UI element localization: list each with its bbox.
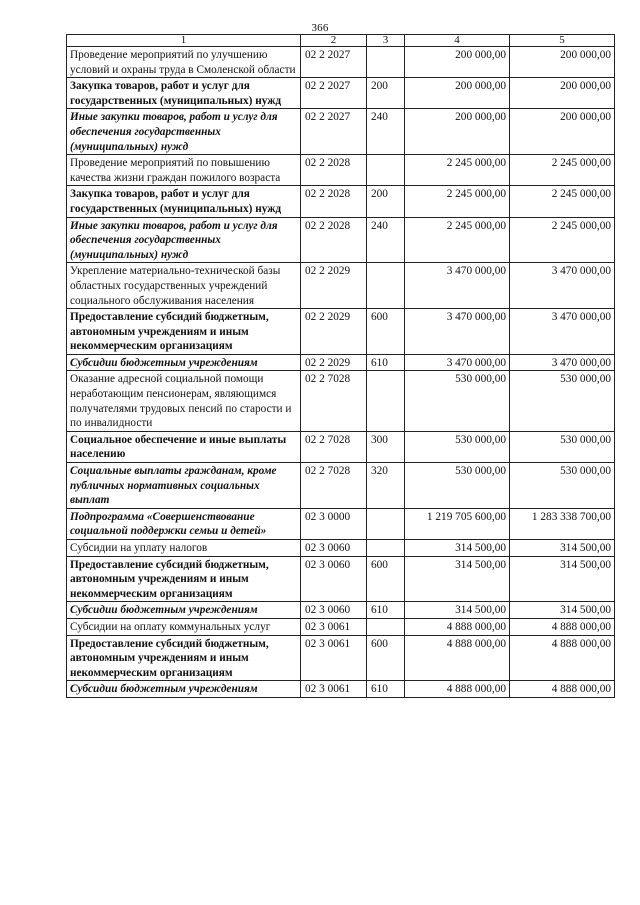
row-type-cell: 600 <box>367 309 405 355</box>
row-amount-total-cell: 2 245 000,00 <box>510 186 615 217</box>
row-amount-total-cell: 4 888 000,00 <box>510 635 615 681</box>
table-row <box>67 556 615 602</box>
table-row <box>67 463 615 509</box>
table-row <box>67 186 615 217</box>
table-row <box>67 540 615 557</box>
row-code-cell: 02 3 0000 <box>301 508 367 539</box>
table-body <box>67 47 615 698</box>
row-type-cell <box>367 371 405 431</box>
table-row <box>67 217 615 263</box>
row-amount-plan-cell: 4 888 000,00 <box>405 635 510 681</box>
row-name-cell: Субсидии бюджетным учреждениям <box>67 354 301 371</box>
row-amount-plan-cell: 200 000,00 <box>405 47 510 78</box>
row-amount-plan-cell: 530 000,00 <box>405 463 510 509</box>
row-amount-total-cell: 530 000,00 <box>510 463 615 509</box>
row-amount-plan-cell: 4 888 000,00 <box>405 618 510 635</box>
row-amount-total-cell: 530 000,00 <box>510 431 615 462</box>
row-code-cell: 02 3 0061 <box>301 618 367 635</box>
column-header-4: 4 <box>405 35 510 47</box>
row-name-cell: Субсидии на оплату коммунальных услуг <box>67 618 301 635</box>
row-name-cell: Иные закупки товаров, работ и услуг для обеспечения государственных (муниципальных) нужд <box>67 217 301 263</box>
row-amount-total-cell: 200 000,00 <box>510 109 615 155</box>
row-type-cell <box>367 508 405 539</box>
row-code-cell: 02 3 0060 <box>301 602 367 619</box>
row-amount-total-cell: 4 888 000,00 <box>510 681 615 698</box>
row-code-cell: 02 3 0061 <box>301 635 367 681</box>
row-name-cell: Закупка товаров, работ и услуг для государственных (муниципальных) нужд <box>67 186 301 217</box>
row-code-cell: 02 2 7028 <box>301 371 367 431</box>
row-name-cell: Проведение мероприятий по улучшению условий и охраны труда в Смоленской области <box>67 47 301 78</box>
table-row <box>67 508 615 539</box>
row-amount-total-cell: 1 283 338 700,00 <box>510 508 615 539</box>
table-row <box>67 602 615 619</box>
row-amount-total-cell: 2 245 000,00 <box>510 217 615 263</box>
row-amount-plan-cell: 200 000,00 <box>405 78 510 109</box>
table-row <box>67 263 615 309</box>
row-name-cell: Субсидии на уплату налогов <box>67 540 301 557</box>
row-type-cell: 610 <box>367 681 405 698</box>
row-amount-plan-cell: 2 245 000,00 <box>405 155 510 186</box>
table-row <box>67 635 615 681</box>
row-amount-plan-cell: 3 470 000,00 <box>405 354 510 371</box>
table-row <box>67 47 615 78</box>
row-name-cell: Закупка товаров, работ и услуг для государственных (муниципальных) нужд <box>67 78 301 109</box>
page-number: 366 <box>311 22 329 34</box>
row-amount-plan-cell: 200 000,00 <box>405 109 510 155</box>
row-type-cell <box>367 540 405 557</box>
row-amount-plan-cell: 314 500,00 <box>405 540 510 557</box>
row-type-cell <box>367 263 405 309</box>
row-amount-total-cell: 314 500,00 <box>510 540 615 557</box>
row-amount-plan-cell: 314 500,00 <box>405 556 510 602</box>
row-amount-total-cell: 200 000,00 <box>510 78 615 109</box>
row-code-cell: 02 3 0060 <box>301 540 367 557</box>
row-name-cell: Иные закупки товаров, работ и услуг для обеспечения государственных (муниципальных) нужд <box>67 109 301 155</box>
row-name-cell: Укрепление материально-технической базы областных государственных учреждений социального обслуживания населения <box>67 263 301 309</box>
table-row <box>67 371 615 431</box>
row-code-cell: 02 2 7028 <box>301 463 367 509</box>
row-code-cell: 02 2 2027 <box>301 109 367 155</box>
row-type-cell: 320 <box>367 463 405 509</box>
row-amount-total-cell: 314 500,00 <box>510 602 615 619</box>
row-amount-plan-cell: 530 000,00 <box>405 371 510 431</box>
row-type-cell <box>367 155 405 186</box>
row-type-cell: 600 <box>367 635 405 681</box>
row-name-cell: Предоставление субсидий бюджетным, автономным учреждениям и иным некоммерческим организациям <box>67 309 301 355</box>
table-row <box>67 109 615 155</box>
row-amount-total-cell: 2 245 000,00 <box>510 155 615 186</box>
column-header-2: 2 <box>301 35 367 47</box>
row-type-cell: 610 <box>367 354 405 371</box>
row-code-cell: 02 2 2029 <box>301 263 367 309</box>
row-code-cell: 02 2 7028 <box>301 431 367 462</box>
table-row <box>67 431 615 462</box>
row-amount-total-cell: 200 000,00 <box>510 47 615 78</box>
row-type-cell: 300 <box>367 431 405 462</box>
row-code-cell: 02 2 2028 <box>301 155 367 186</box>
row-name-cell: Социальное обеспечение и иные выплаты населению <box>67 431 301 462</box>
table-row <box>67 78 615 109</box>
column-header-3: 3 <box>367 35 405 47</box>
row-type-cell <box>367 47 405 78</box>
row-type-cell <box>367 618 405 635</box>
row-amount-plan-cell: 314 500,00 <box>405 602 510 619</box>
row-amount-plan-cell: 1 219 705 600,00 <box>405 508 510 539</box>
row-code-cell: 02 2 2029 <box>301 354 367 371</box>
row-amount-plan-cell: 3 470 000,00 <box>405 309 510 355</box>
row-code-cell: 02 2 2028 <box>301 217 367 263</box>
row-amount-total-cell: 4 888 000,00 <box>510 618 615 635</box>
row-type-cell: 610 <box>367 602 405 619</box>
row-code-cell: 02 3 0061 <box>301 681 367 698</box>
column-header-1: 1 <box>67 35 301 47</box>
row-name-cell: Субсидии бюджетным учреждениям <box>67 602 301 619</box>
row-amount-total-cell: 530 000,00 <box>510 371 615 431</box>
table-row <box>67 155 615 186</box>
row-amount-total-cell: 314 500,00 <box>510 556 615 602</box>
row-name-cell: Проведение мероприятий по повышению качества жизни граждан пожилого возраста <box>67 155 301 186</box>
row-amount-total-cell: 3 470 000,00 <box>510 354 615 371</box>
row-type-cell: 600 <box>367 556 405 602</box>
row-code-cell: 02 2 2027 <box>301 47 367 78</box>
row-amount-total-cell: 3 470 000,00 <box>510 263 615 309</box>
row-amount-total-cell: 3 470 000,00 <box>510 309 615 355</box>
row-type-cell: 240 <box>367 109 405 155</box>
row-type-cell: 200 <box>367 78 405 109</box>
row-amount-plan-cell: 2 245 000,00 <box>405 217 510 263</box>
row-code-cell: 02 2 2028 <box>301 186 367 217</box>
table-row <box>67 309 615 355</box>
row-code-cell: 02 2 2027 <box>301 78 367 109</box>
table-header-row <box>67 35 615 47</box>
column-header-5: 5 <box>510 35 615 47</box>
row-name-cell: Оказание адресной социальной помощи неработающим пенсионерам, являющимся получателями трудовых пенсий по старости и по инвалидности <box>67 371 301 431</box>
row-amount-plan-cell: 3 470 000,00 <box>405 263 510 309</box>
table-row <box>67 681 615 698</box>
row-code-cell: 02 3 0060 <box>301 556 367 602</box>
row-amount-plan-cell: 530 000,00 <box>405 431 510 462</box>
row-amount-plan-cell: 4 888 000,00 <box>405 681 510 698</box>
row-amount-plan-cell: 2 245 000,00 <box>405 186 510 217</box>
row-name-cell: Субсидии бюджетным учреждениям <box>67 681 301 698</box>
row-type-cell: 240 <box>367 217 405 263</box>
budget-table <box>66 34 615 698</box>
table-row <box>67 618 615 635</box>
table-row <box>67 354 615 371</box>
row-name-cell: Предоставление субсидий бюджетным, автономным учреждениям и иным некоммерческим организациям <box>67 635 301 681</box>
row-name-cell: Подпрограмма «Совершенствование социальной поддержки семьи и детей» <box>67 508 301 539</box>
row-name-cell: Предоставление субсидий бюджетным, автономным учреждениям и иным некоммерческим организациям <box>67 556 301 602</box>
row-type-cell: 200 <box>367 186 405 217</box>
row-name-cell: Социальные выплаты гражданам, кроме публичных нормативных социальных выплат <box>67 463 301 509</box>
row-code-cell: 02 2 2029 <box>301 309 367 355</box>
